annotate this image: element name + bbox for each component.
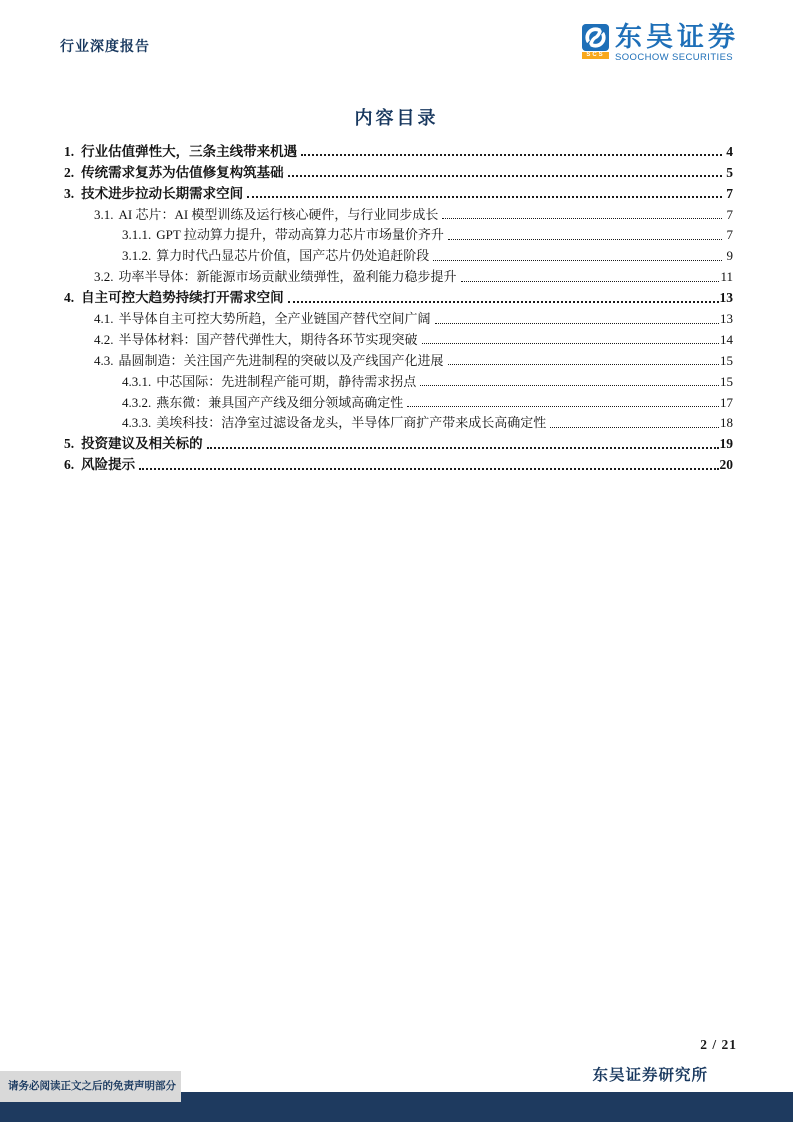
- toc-entry-page: 7: [726, 206, 733, 222]
- toc-entry-page: 13: [720, 311, 733, 327]
- toc-entry[interactable]: [64, 327, 733, 348]
- toc-dot-leader: [207, 447, 719, 449]
- toc-entry-label: GPT 拉动算力提升，带动高算力芯片市场量价齐升: [156, 227, 444, 243]
- toc-dot-leader: [288, 175, 722, 177]
- toc-entry-label: AI 芯片：AI 模型训练及运行核心硬件，与行业同步成长: [118, 206, 439, 222]
- toc-entry-number: 3.: [64, 185, 75, 201]
- toc-entry-page: 9: [726, 248, 733, 264]
- toc-entry-number: 6.: [64, 457, 75, 473]
- toc-dot-leader: [420, 385, 719, 386]
- toc-entry-page: 18: [720, 415, 733, 431]
- toc-entry[interactable]: [64, 411, 733, 432]
- toc-entry-label: 美埃科技：洁净室过滤设备龙头，半导体厂商扩产带来成长高确定性: [156, 415, 547, 431]
- report-type-label: 行业深度报告: [60, 40, 150, 55]
- toc-entry-page: 13: [719, 290, 733, 306]
- toc-entry-page: 15: [720, 352, 733, 368]
- toc-entry-page: 15: [720, 373, 733, 389]
- toc-entry[interactable]: [64, 285, 733, 306]
- brand-logo-text: SCS: [582, 52, 609, 59]
- brand-name-en: SOOCHOW SECURITIES: [615, 52, 734, 63]
- toc-dot-leader: [448, 239, 722, 240]
- toc-entry-number: 3.1.2.: [122, 248, 152, 264]
- toc-entry-page: 14: [720, 331, 733, 347]
- toc-entry[interactable]: [64, 390, 733, 411]
- toc-entry-number: 4.2.: [94, 331, 114, 347]
- toc-entry-number: 3.2.: [94, 269, 114, 285]
- toc-dot-leader: [448, 364, 719, 365]
- toc-entry-page: 17: [720, 394, 733, 410]
- toc-entry-label: 投资建议及相关标的: [81, 436, 203, 452]
- toc-entry[interactable]: [64, 369, 733, 390]
- toc-entry-number: 1.: [64, 143, 75, 159]
- toc-dot-leader: [550, 427, 719, 428]
- toc-entry-page: 20: [719, 457, 733, 473]
- toc-entry-number: 4.1.: [94, 311, 114, 327]
- toc-entry-number: 4.3.1.: [122, 373, 152, 389]
- brand-name-cn: 东吴证券: [615, 22, 739, 52]
- toc-entry-label: 传统需求复苏为估值修复构筑基础: [81, 164, 284, 180]
- toc-entry[interactable]: [64, 243, 733, 264]
- toc-entry-page: 19: [719, 436, 733, 452]
- soochow-swirl-icon: [582, 24, 609, 59]
- toc-dot-leader: [433, 260, 722, 261]
- toc-title: 内容目录: [354, 108, 439, 128]
- disclaimer-notice: 请务必阅读正文之后的免责声明部分: [0, 1071, 181, 1102]
- toc-entry-label: 风险提示: [81, 457, 136, 473]
- toc-entry-number: 5.: [64, 436, 75, 452]
- toc-entry-label: 算力时代凸显芯片价值，国产芯片仍处追赶阶段: [156, 248, 430, 264]
- brand-logo: [582, 24, 739, 63]
- toc-entry-number: 4.: [64, 290, 75, 306]
- toc-entry-label: 半导体材料：国产替代弹性大，期待各环节实现突破: [118, 331, 418, 347]
- toc-dot-leader: [407, 406, 719, 407]
- toc-list: [64, 139, 733, 473]
- toc-entry-label: 行业估值弹性大，三条主线带来机遇: [81, 143, 298, 159]
- toc-entry-page: 7: [726, 185, 733, 201]
- brand-name: [615, 24, 739, 63]
- toc-entry-page: 4: [726, 143, 733, 159]
- toc-entry[interactable]: [64, 139, 733, 160]
- toc-entry-page: 5: [726, 164, 733, 180]
- toc-dot-leader: [301, 154, 722, 156]
- toc-entry[interactable]: [64, 264, 733, 285]
- toc-entry[interactable]: [64, 348, 733, 369]
- toc-dot-leader: [422, 343, 719, 344]
- toc-dot-leader: [139, 468, 718, 470]
- toc-entry-label: 晶圆制造：关注国产先进制程的突破以及产线国产化进展: [118, 352, 444, 368]
- toc-entry[interactable]: [64, 223, 733, 244]
- toc-dot-leader: [247, 196, 722, 198]
- page-header: [60, 24, 739, 63]
- toc-dot-leader: [435, 323, 719, 324]
- toc-entry-number: 2.: [64, 164, 75, 180]
- toc-entry[interactable]: [64, 306, 733, 327]
- toc-entry-label: 自主可控大趋势持续打开需求空间: [81, 290, 284, 306]
- toc-entry[interactable]: [64, 202, 733, 223]
- toc-entry-number: 3.1.: [94, 206, 114, 222]
- toc-dot-leader: [288, 301, 719, 303]
- toc-entry-label: 技术进步拉动长期需求空间: [81, 185, 244, 201]
- institute-label: 东吴证券研究所: [592, 1067, 708, 1084]
- toc-dot-leader: [442, 218, 722, 219]
- toc-entry[interactable]: [64, 181, 733, 202]
- toc-entry-number: 4.3.2.: [122, 394, 152, 410]
- toc-entry-number: 3.1.1.: [122, 227, 152, 243]
- toc-entry[interactable]: [64, 160, 733, 181]
- toc-entry-number: 4.3.3.: [122, 415, 152, 431]
- toc-dot-leader: [461, 281, 720, 282]
- toc-entry[interactable]: [64, 452, 733, 473]
- toc-entry-label: 半导体自主可控大势所趋，全产业链国产替代空间广阔: [118, 311, 431, 327]
- toc-entry[interactable]: [64, 431, 733, 452]
- toc-entry-label: 中芯国际：先进制程产能可期，静待需求拐点: [156, 373, 417, 389]
- toc-entry-label: 燕东微：兼具国产产线及细分领域高确定性: [156, 394, 404, 410]
- toc-entry-label: 功率半导体：新能源市场贡献业绩弹性，盈利能力稳步提升: [118, 269, 457, 285]
- toc-entry-page: 11: [720, 269, 733, 285]
- toc-entry-number: 4.3.: [94, 352, 114, 368]
- page-number-indicator: 2 / 21: [700, 1037, 737, 1052]
- toc-entry-page: 7: [726, 227, 733, 243]
